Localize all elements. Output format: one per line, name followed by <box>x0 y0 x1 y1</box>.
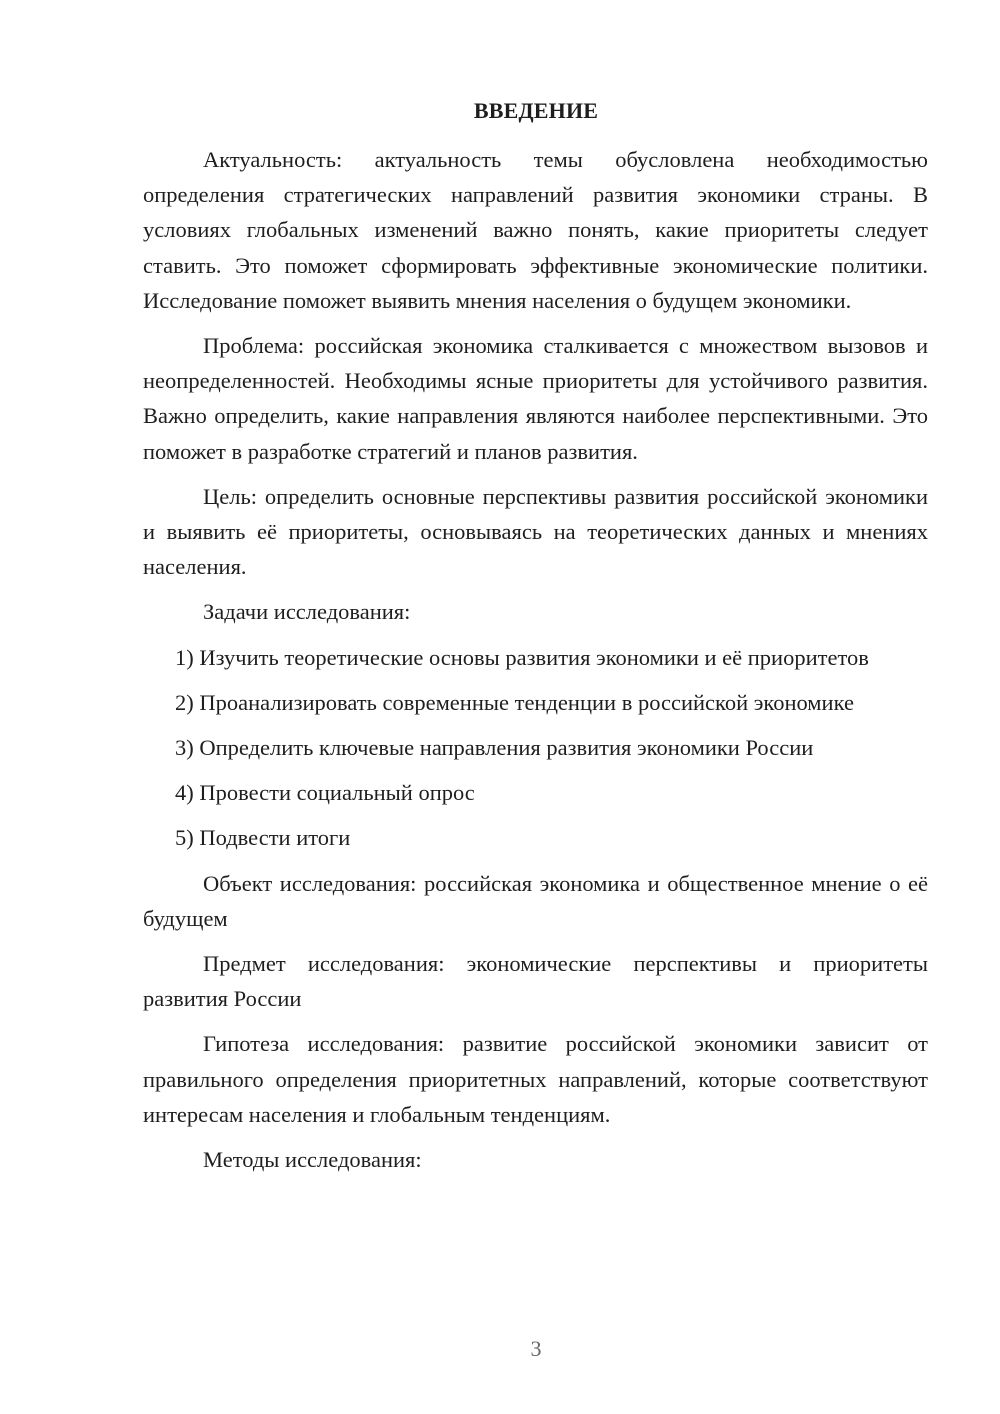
list-item-task-4: 4) Провести социальный опрос <box>175 780 475 806</box>
page-number: 3 <box>530 1336 542 1361</box>
paragraph-relevance: Актуальность: актуальность темы обусловлена необходимостью определения стратегических направлений развития экономики страны. В условиях глобальных изменений важно понять, какие приоритеты следует ставить. Это поможет сформировать эффективные экономические политики. Исследование поможет выявить мнения населения о будущем экономики. <box>143 147 928 313</box>
list-item-task-1: 1) Изучить теоретические основы развития экономики и её приоритетов <box>175 644 869 670</box>
paragraph-tasks-heading: Задачи исследования: <box>203 599 411 625</box>
list-item-task-5: 5) Подвести итоги <box>175 825 351 851</box>
paragraph-goal: Цель: определить основные перспективы развития российской экономики и выявить её приоритеты, основываясь на теоретических данных и мнениях населения. <box>143 483 928 580</box>
paragraph-object: Объект исследования: российская экономика и общественное мнение о её будущем <box>143 870 928 931</box>
document-body <box>143 142 928 1187</box>
list-item-task-2: 2) Проанализировать современные тенденции в российской экономике <box>175 689 854 715</box>
paragraph-methods: Методы исследования: <box>203 1147 422 1173</box>
paragraph-hypothesis: Гипотеза исследования: развитие российской экономики зависит от правильного определения приоритетных направлений, которые соответствуют интересам населения и глобальным тенденциям. <box>143 1031 928 1127</box>
paragraph-problem: Проблема: российская экономика сталкивается с множеством вызовов и неопределенностей. Необходимы ясные приоритеты для устойчивого развития. Важно определить, какие направления являются наиболее перспективными. Это поможет в разработке стратегий и планов развития. <box>143 333 928 464</box>
page-title: ВВЕДЕНИЕ <box>473 98 599 123</box>
paragraph-subject: Предмет исследования: экономические перспективы и приоритеты развития России <box>143 951 928 1012</box>
list-item-task-3: 3) Определить ключевые направления развития экономики России <box>175 735 814 761</box>
